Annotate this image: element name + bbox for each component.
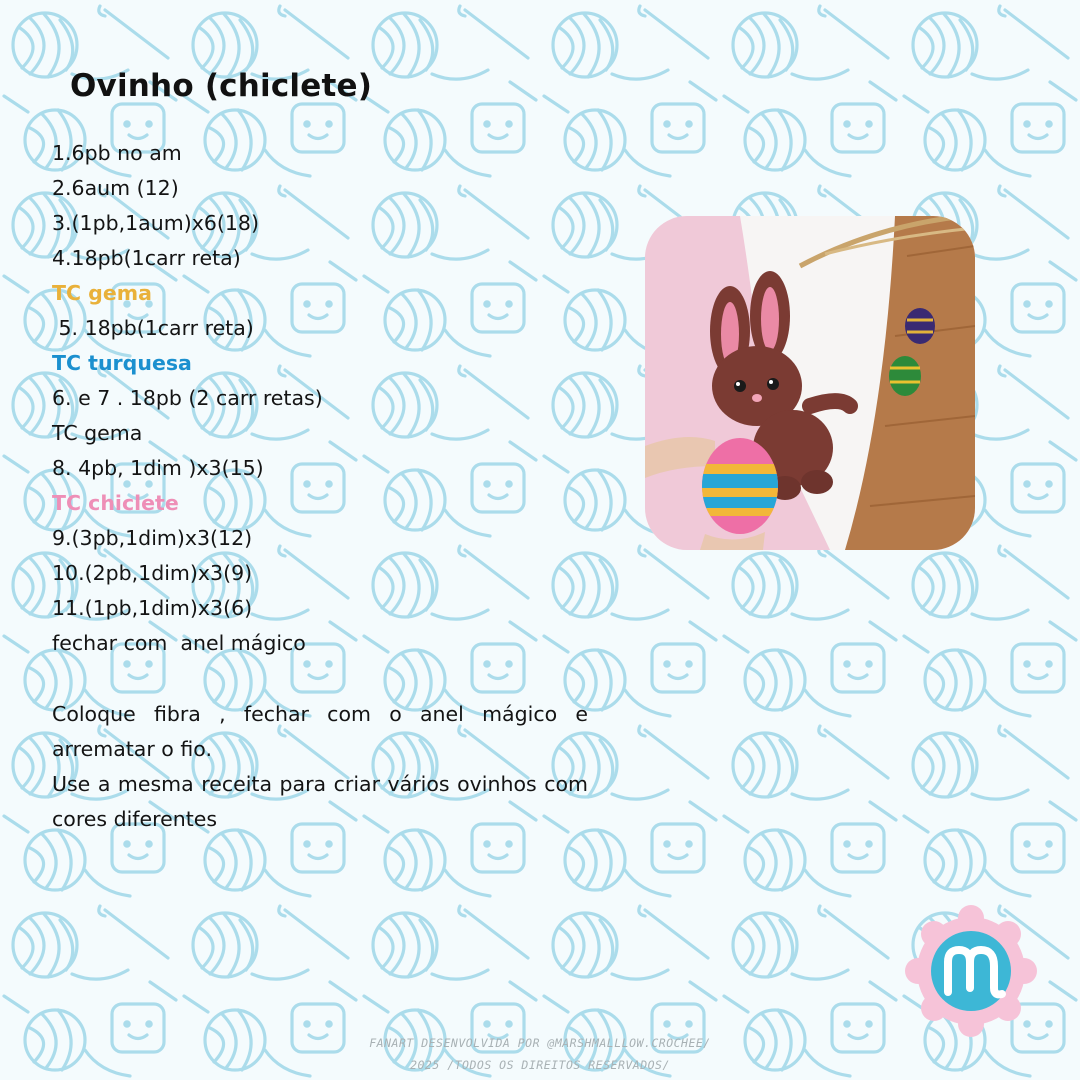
instruction-step: 11.(1pb,1dim)x3(6) [52, 596, 253, 620]
copyright-footer [300, 1032, 780, 1076]
instruction-step: 1.6pb no am [52, 141, 182, 165]
instruction-step: 9.(3pb,1dim)x3(12) [52, 526, 253, 550]
footer-line: FANART DESENVOLVIDA POR @MARSHMALLLOW.CROCHEE/ [369, 1036, 711, 1050]
color-change-turquesa: TC turquesa [52, 351, 192, 375]
note-line: Coloque fibra , fechar com o anel mágico e arrematar o fio. [52, 702, 588, 761]
instruction-step: 4.18pb(1carr reta) [52, 246, 241, 270]
note-line: Use a mesma receita para criar vários ovinhos com cores diferentes [52, 772, 588, 831]
brand-logo [904, 904, 1038, 1038]
color-change-gema: TC gema [52, 281, 152, 305]
page-title: Ovinho (chiclete) [70, 68, 373, 104]
color-change-chiclete: TC chiclete [52, 491, 179, 515]
notes-paragraph [52, 697, 588, 837]
footer-line: 2025 /TODOS OS DIREITOS RESERVADOS/ [410, 1058, 670, 1072]
color-change-gema-plain: TC gema [52, 421, 143, 445]
instruction-step: 5. 18pb(1carr reta) [52, 316, 254, 340]
instruction-step: fechar com anel mágico [52, 631, 306, 655]
instruction-list [52, 136, 323, 661]
amigurumi-photo [645, 216, 975, 550]
instruction-step: 3.(1pb,1aum)x6(18) [52, 211, 259, 235]
instruction-step: 6. e 7 . 18pb (2 carr retas) [52, 386, 323, 410]
instruction-step: 10.(2pb,1dim)x3(9) [52, 561, 253, 585]
instruction-step: 2.6aum (12) [52, 176, 179, 200]
instruction-step: 8. 4pb, 1dim )x3(15) [52, 456, 264, 480]
